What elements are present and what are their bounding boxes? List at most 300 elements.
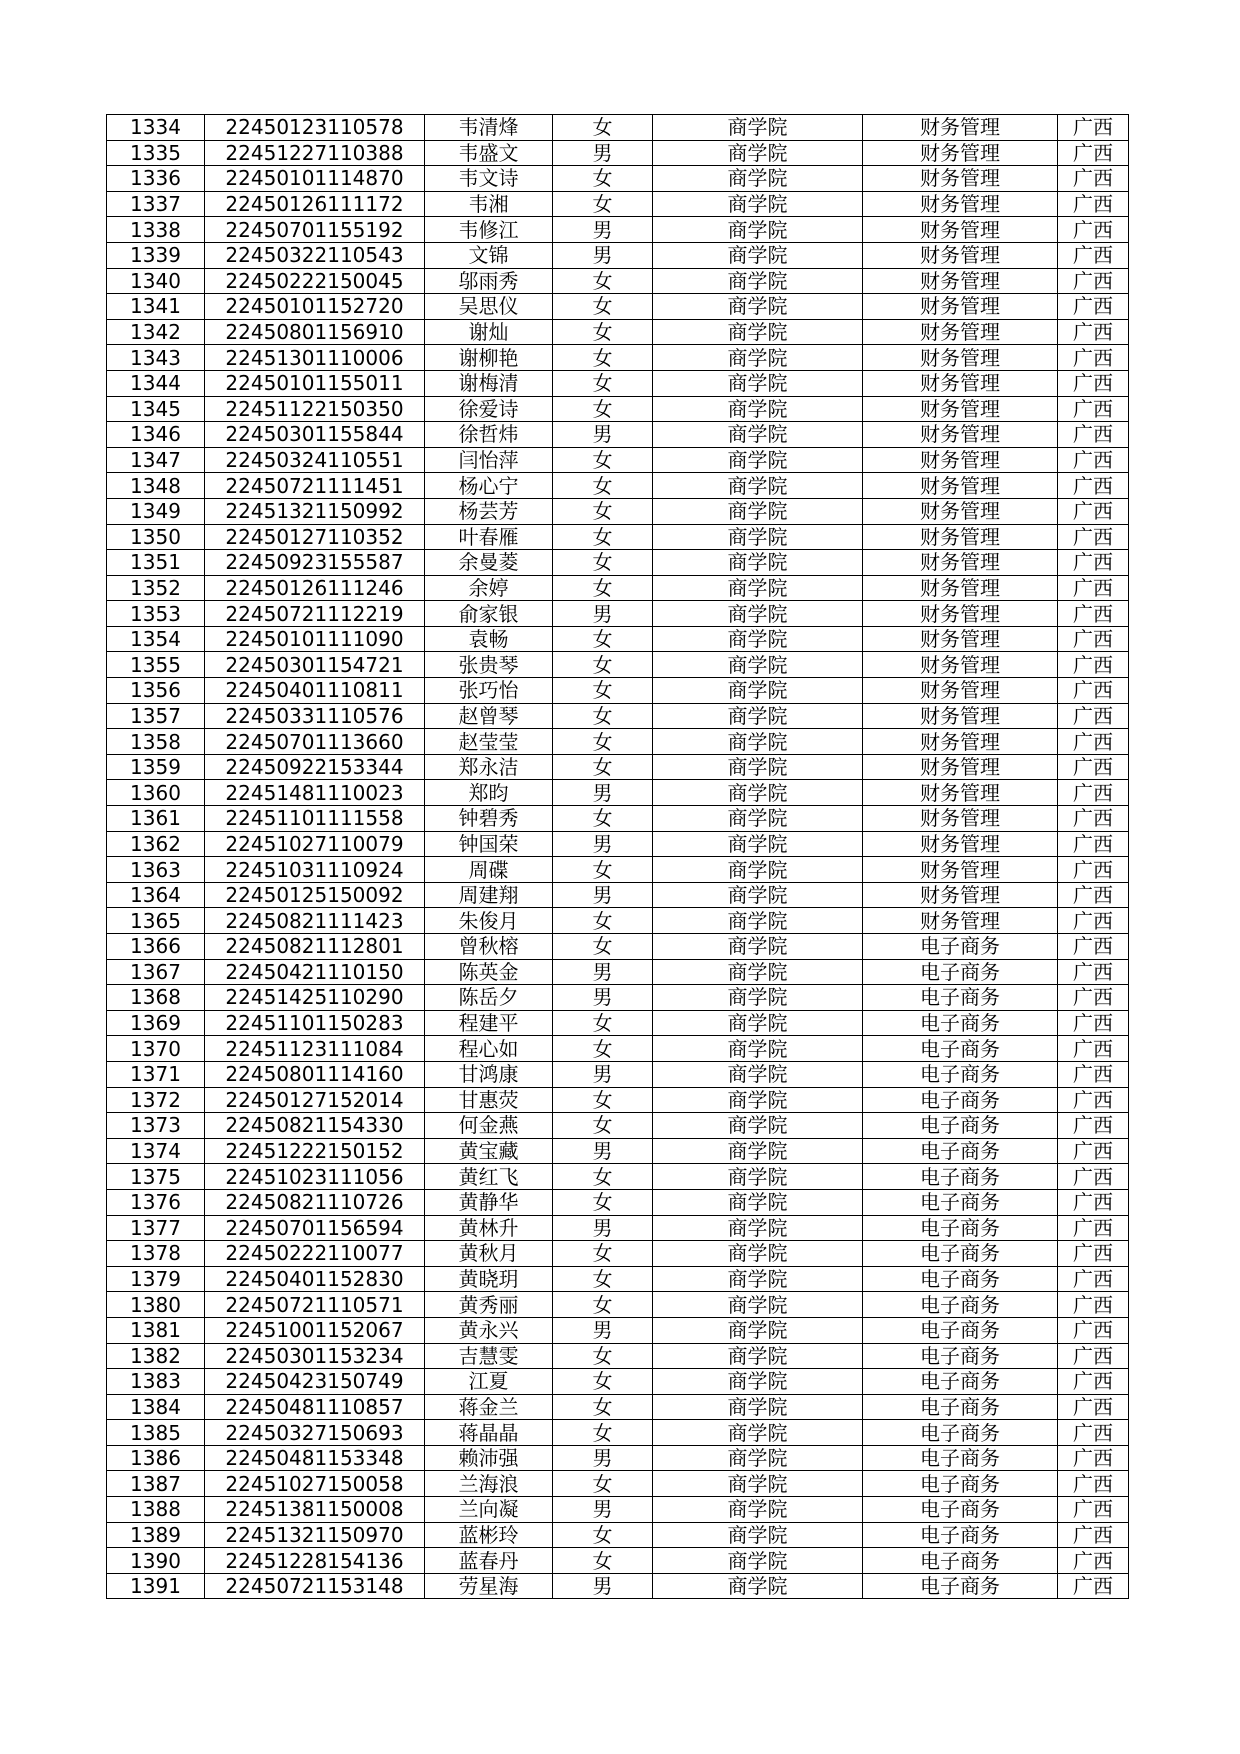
gender-cell: 女 bbox=[553, 575, 653, 601]
student-id-cell: 22450701156594 bbox=[205, 1215, 425, 1241]
seq-cell: 1363 bbox=[107, 857, 205, 883]
gender-cell: 女 bbox=[553, 652, 653, 678]
student-id-cell: 22451321150970 bbox=[205, 1522, 425, 1548]
major-cell: 财务管理 bbox=[863, 396, 1058, 422]
major-cell: 财务管理 bbox=[863, 882, 1058, 908]
name-cell: 朱俊月 bbox=[425, 908, 553, 934]
student-id-cell: 22451027150058 bbox=[205, 1471, 425, 1497]
college-cell: 商学院 bbox=[653, 857, 863, 883]
province-cell: 广西 bbox=[1058, 1317, 1129, 1343]
major-cell: 财务管理 bbox=[863, 422, 1058, 448]
student-id-cell: 22450123110578 bbox=[205, 115, 425, 141]
major-cell: 财务管理 bbox=[863, 166, 1058, 192]
student-id-cell: 22451101111558 bbox=[205, 806, 425, 832]
college-cell: 商学院 bbox=[653, 1292, 863, 1318]
gender-cell: 女 bbox=[553, 447, 653, 473]
seq-cell: 1386 bbox=[107, 1445, 205, 1471]
province-cell: 广西 bbox=[1058, 1189, 1129, 1215]
gender-cell: 男 bbox=[553, 1215, 653, 1241]
seq-cell: 1359 bbox=[107, 754, 205, 780]
college-cell: 商学院 bbox=[653, 1573, 863, 1599]
province-cell: 广西 bbox=[1058, 1369, 1129, 1395]
major-cell: 电子商务 bbox=[863, 1266, 1058, 1292]
gender-cell: 男 bbox=[553, 985, 653, 1011]
seq-cell: 1353 bbox=[107, 601, 205, 627]
table-row bbox=[107, 1266, 1129, 1292]
college-cell: 商学院 bbox=[653, 626, 863, 652]
seq-cell: 1389 bbox=[107, 1522, 205, 1548]
name-cell: 余婷 bbox=[425, 575, 553, 601]
name-cell: 文锦 bbox=[425, 242, 553, 268]
province-cell: 广西 bbox=[1058, 652, 1129, 678]
college-cell: 商学院 bbox=[653, 550, 863, 576]
province-cell: 广西 bbox=[1058, 294, 1129, 320]
table-row bbox=[107, 1394, 1129, 1420]
major-cell: 电子商务 bbox=[863, 1445, 1058, 1471]
college-cell: 商学院 bbox=[653, 1343, 863, 1369]
seq-cell: 1374 bbox=[107, 1138, 205, 1164]
student-id-cell: 22450801156910 bbox=[205, 319, 425, 345]
college-cell: 商学院 bbox=[653, 985, 863, 1011]
college-cell: 商学院 bbox=[653, 575, 863, 601]
table-row bbox=[107, 1215, 1129, 1241]
college-cell: 商学院 bbox=[653, 166, 863, 192]
gender-cell: 女 bbox=[553, 1164, 653, 1190]
major-cell: 财务管理 bbox=[863, 601, 1058, 627]
name-cell: 蒋晶晶 bbox=[425, 1420, 553, 1446]
table-row bbox=[107, 1497, 1129, 1523]
table-row bbox=[107, 191, 1129, 217]
name-cell: 郑昀 bbox=[425, 780, 553, 806]
major-cell: 财务管理 bbox=[863, 908, 1058, 934]
college-cell: 商学院 bbox=[653, 780, 863, 806]
name-cell: 劳星海 bbox=[425, 1573, 553, 1599]
seq-cell: 1382 bbox=[107, 1343, 205, 1369]
seq-cell: 1365 bbox=[107, 908, 205, 934]
name-cell: 赖沛强 bbox=[425, 1445, 553, 1471]
table-row bbox=[107, 345, 1129, 371]
student-id-cell: 22450721153148 bbox=[205, 1573, 425, 1599]
gender-cell: 女 bbox=[553, 754, 653, 780]
seq-cell: 1338 bbox=[107, 217, 205, 243]
college-cell: 商学院 bbox=[653, 831, 863, 857]
name-cell: 何金燕 bbox=[425, 1113, 553, 1139]
name-cell: 甘惠荧 bbox=[425, 1087, 553, 1113]
province-cell: 广西 bbox=[1058, 140, 1129, 166]
table-row bbox=[107, 1445, 1129, 1471]
seq-cell: 1369 bbox=[107, 1010, 205, 1036]
province-cell: 广西 bbox=[1058, 1420, 1129, 1446]
college-cell: 商学院 bbox=[653, 1113, 863, 1139]
name-cell: 吉慧雯 bbox=[425, 1343, 553, 1369]
name-cell: 曾秋榕 bbox=[425, 934, 553, 960]
table-row bbox=[107, 1241, 1129, 1267]
student-id-cell: 22450127110352 bbox=[205, 524, 425, 550]
major-cell: 电子商务 bbox=[863, 1061, 1058, 1087]
table-row bbox=[107, 601, 1129, 627]
name-cell: 黄林升 bbox=[425, 1215, 553, 1241]
seq-cell: 1366 bbox=[107, 934, 205, 960]
gender-cell: 女 bbox=[553, 319, 653, 345]
seq-cell: 1343 bbox=[107, 345, 205, 371]
seq-cell: 1360 bbox=[107, 780, 205, 806]
college-cell: 商学院 bbox=[653, 1138, 863, 1164]
table-row bbox=[107, 294, 1129, 320]
province-cell: 广西 bbox=[1058, 729, 1129, 755]
table-row bbox=[107, 115, 1129, 141]
province-cell: 广西 bbox=[1058, 780, 1129, 806]
student-id-cell: 22451101150283 bbox=[205, 1010, 425, 1036]
major-cell: 财务管理 bbox=[863, 268, 1058, 294]
gender-cell: 女 bbox=[553, 1394, 653, 1420]
seq-cell: 1350 bbox=[107, 524, 205, 550]
major-cell: 财务管理 bbox=[863, 242, 1058, 268]
gender-cell: 女 bbox=[553, 1548, 653, 1574]
gender-cell: 女 bbox=[553, 115, 653, 141]
province-cell: 广西 bbox=[1058, 396, 1129, 422]
college-cell: 商学院 bbox=[653, 1445, 863, 1471]
seq-cell: 1372 bbox=[107, 1087, 205, 1113]
college-cell: 商学院 bbox=[653, 882, 863, 908]
province-cell: 广西 bbox=[1058, 1138, 1129, 1164]
gender-cell: 男 bbox=[553, 831, 653, 857]
major-cell: 电子商务 bbox=[863, 1087, 1058, 1113]
college-cell: 商学院 bbox=[653, 1010, 863, 1036]
major-cell: 电子商务 bbox=[863, 1189, 1058, 1215]
table-row bbox=[107, 857, 1129, 883]
table-row bbox=[107, 678, 1129, 704]
college-cell: 商学院 bbox=[653, 1266, 863, 1292]
gender-cell: 女 bbox=[553, 1036, 653, 1062]
table-row bbox=[107, 1573, 1129, 1599]
name-cell: 黄晓玥 bbox=[425, 1266, 553, 1292]
name-cell: 俞家银 bbox=[425, 601, 553, 627]
seq-cell: 1351 bbox=[107, 550, 205, 576]
student-roster-table bbox=[106, 114, 1129, 1599]
province-cell: 广西 bbox=[1058, 242, 1129, 268]
name-cell: 韦清烽 bbox=[425, 115, 553, 141]
table-row bbox=[107, 242, 1129, 268]
gender-cell: 男 bbox=[553, 140, 653, 166]
major-cell: 财务管理 bbox=[863, 524, 1058, 550]
major-cell: 电子商务 bbox=[863, 1471, 1058, 1497]
college-cell: 商学院 bbox=[653, 1164, 863, 1190]
name-cell: 周碟 bbox=[425, 857, 553, 883]
major-cell: 电子商务 bbox=[863, 1343, 1058, 1369]
province-cell: 广西 bbox=[1058, 473, 1129, 499]
seq-cell: 1381 bbox=[107, 1317, 205, 1343]
name-cell: 杨芸芳 bbox=[425, 498, 553, 524]
seq-cell: 1341 bbox=[107, 294, 205, 320]
seq-cell: 1342 bbox=[107, 319, 205, 345]
table-row bbox=[107, 1113, 1129, 1139]
province-cell: 广西 bbox=[1058, 575, 1129, 601]
gender-cell: 男 bbox=[553, 422, 653, 448]
seq-cell: 1388 bbox=[107, 1497, 205, 1523]
student-id-cell: 22450421110150 bbox=[205, 959, 425, 985]
province-cell: 广西 bbox=[1058, 754, 1129, 780]
student-id-cell: 22450101155011 bbox=[205, 370, 425, 396]
college-cell: 商学院 bbox=[653, 1241, 863, 1267]
college-cell: 商学院 bbox=[653, 1548, 863, 1574]
student-id-cell: 22450126111172 bbox=[205, 191, 425, 217]
college-cell: 商学院 bbox=[653, 1061, 863, 1087]
seq-cell: 1384 bbox=[107, 1394, 205, 1420]
name-cell: 兰向凝 bbox=[425, 1497, 553, 1523]
table-row bbox=[107, 166, 1129, 192]
gender-cell: 女 bbox=[553, 550, 653, 576]
gender-cell: 女 bbox=[553, 1420, 653, 1446]
gender-cell: 女 bbox=[553, 1241, 653, 1267]
gender-cell: 男 bbox=[553, 882, 653, 908]
college-cell: 商学院 bbox=[653, 652, 863, 678]
college-cell: 商学院 bbox=[653, 140, 863, 166]
province-cell: 广西 bbox=[1058, 1266, 1129, 1292]
table-row bbox=[107, 1292, 1129, 1318]
name-cell: 陈英金 bbox=[425, 959, 553, 985]
student-id-cell: 22450821112801 bbox=[205, 934, 425, 960]
province-cell: 广西 bbox=[1058, 806, 1129, 832]
table-row bbox=[107, 831, 1129, 857]
table-row bbox=[107, 319, 1129, 345]
major-cell: 电子商务 bbox=[863, 1548, 1058, 1574]
seq-cell: 1346 bbox=[107, 422, 205, 448]
name-cell: 叶春雁 bbox=[425, 524, 553, 550]
seq-cell: 1375 bbox=[107, 1164, 205, 1190]
province-cell: 广西 bbox=[1058, 268, 1129, 294]
college-cell: 商学院 bbox=[653, 396, 863, 422]
table-row bbox=[107, 217, 1129, 243]
name-cell: 程心如 bbox=[425, 1036, 553, 1062]
seq-cell: 1340 bbox=[107, 268, 205, 294]
student-id-cell: 22450721110571 bbox=[205, 1292, 425, 1318]
name-cell: 韦修江 bbox=[425, 217, 553, 243]
gender-cell: 女 bbox=[553, 1292, 653, 1318]
major-cell: 财务管理 bbox=[863, 140, 1058, 166]
province-cell: 广西 bbox=[1058, 1548, 1129, 1574]
college-cell: 商学院 bbox=[653, 1036, 863, 1062]
college-cell: 商学院 bbox=[653, 959, 863, 985]
student-id-cell: 22451001152067 bbox=[205, 1317, 425, 1343]
province-cell: 广西 bbox=[1058, 422, 1129, 448]
province-cell: 广西 bbox=[1058, 908, 1129, 934]
table-row bbox=[107, 652, 1129, 678]
table-row bbox=[107, 934, 1129, 960]
gender-cell: 女 bbox=[553, 370, 653, 396]
student-id-cell: 22450721111451 bbox=[205, 473, 425, 499]
table-row bbox=[107, 370, 1129, 396]
student-id-cell: 22450101111090 bbox=[205, 626, 425, 652]
seq-cell: 1355 bbox=[107, 652, 205, 678]
student-id-cell: 22450821111423 bbox=[205, 908, 425, 934]
seq-cell: 1380 bbox=[107, 1292, 205, 1318]
province-cell: 广西 bbox=[1058, 703, 1129, 729]
province-cell: 广西 bbox=[1058, 831, 1129, 857]
gender-cell: 男 bbox=[553, 780, 653, 806]
province-cell: 广西 bbox=[1058, 1215, 1129, 1241]
gender-cell: 男 bbox=[553, 217, 653, 243]
college-cell: 商学院 bbox=[653, 934, 863, 960]
gender-cell: 男 bbox=[553, 1317, 653, 1343]
name-cell: 韦盛文 bbox=[425, 140, 553, 166]
name-cell: 周建翔 bbox=[425, 882, 553, 908]
major-cell: 财务管理 bbox=[863, 294, 1058, 320]
seq-cell: 1364 bbox=[107, 882, 205, 908]
college-cell: 商学院 bbox=[653, 1369, 863, 1395]
gender-cell: 女 bbox=[553, 191, 653, 217]
student-id-cell: 22450401110811 bbox=[205, 678, 425, 704]
student-id-cell: 22450821154330 bbox=[205, 1113, 425, 1139]
table-row bbox=[107, 1010, 1129, 1036]
name-cell: 钟国荣 bbox=[425, 831, 553, 857]
seq-cell: 1344 bbox=[107, 370, 205, 396]
name-cell: 谢灿 bbox=[425, 319, 553, 345]
major-cell: 财务管理 bbox=[863, 831, 1058, 857]
major-cell: 电子商务 bbox=[863, 959, 1058, 985]
gender-cell: 男 bbox=[553, 1061, 653, 1087]
gender-cell: 女 bbox=[553, 268, 653, 294]
student-id-cell: 22450301153234 bbox=[205, 1343, 425, 1369]
college-cell: 商学院 bbox=[653, 473, 863, 499]
student-id-cell: 22451122150350 bbox=[205, 396, 425, 422]
province-cell: 广西 bbox=[1058, 345, 1129, 371]
student-id-cell: 22450301155844 bbox=[205, 422, 425, 448]
student-id-cell: 22451031110924 bbox=[205, 857, 425, 883]
major-cell: 财务管理 bbox=[863, 754, 1058, 780]
college-cell: 商学院 bbox=[653, 370, 863, 396]
province-cell: 广西 bbox=[1058, 217, 1129, 243]
college-cell: 商学院 bbox=[653, 115, 863, 141]
province-cell: 广西 bbox=[1058, 959, 1129, 985]
college-cell: 商学院 bbox=[653, 678, 863, 704]
college-cell: 商学院 bbox=[653, 217, 863, 243]
major-cell: 财务管理 bbox=[863, 345, 1058, 371]
province-cell: 广西 bbox=[1058, 447, 1129, 473]
province-cell: 广西 bbox=[1058, 1036, 1129, 1062]
province-cell: 广西 bbox=[1058, 1522, 1129, 1548]
gender-cell: 女 bbox=[553, 626, 653, 652]
gender-cell: 男 bbox=[553, 1445, 653, 1471]
major-cell: 财务管理 bbox=[863, 806, 1058, 832]
gender-cell: 男 bbox=[553, 242, 653, 268]
major-cell: 电子商务 bbox=[863, 1036, 1058, 1062]
college-cell: 商学院 bbox=[653, 601, 863, 627]
seq-cell: 1361 bbox=[107, 806, 205, 832]
student-id-cell: 22451481110023 bbox=[205, 780, 425, 806]
major-cell: 财务管理 bbox=[863, 498, 1058, 524]
name-cell: 陈岳夕 bbox=[425, 985, 553, 1011]
major-cell: 财务管理 bbox=[863, 857, 1058, 883]
province-cell: 广西 bbox=[1058, 550, 1129, 576]
seq-cell: 1352 bbox=[107, 575, 205, 601]
major-cell: 电子商务 bbox=[863, 1522, 1058, 1548]
name-cell: 兰海浪 bbox=[425, 1471, 553, 1497]
seq-cell: 1348 bbox=[107, 473, 205, 499]
college-cell: 商学院 bbox=[653, 294, 863, 320]
seq-cell: 1390 bbox=[107, 1548, 205, 1574]
college-cell: 商学院 bbox=[653, 524, 863, 550]
province-cell: 广西 bbox=[1058, 934, 1129, 960]
name-cell: 韦湘 bbox=[425, 191, 553, 217]
table-row bbox=[107, 882, 1129, 908]
major-cell: 电子商务 bbox=[863, 934, 1058, 960]
name-cell: 黄永兴 bbox=[425, 1317, 553, 1343]
table-row bbox=[107, 422, 1129, 448]
province-cell: 广西 bbox=[1058, 1394, 1129, 1420]
student-id-cell: 22450125150092 bbox=[205, 882, 425, 908]
name-cell: 程建平 bbox=[425, 1010, 553, 1036]
gender-cell: 男 bbox=[553, 1138, 653, 1164]
table-row bbox=[107, 703, 1129, 729]
major-cell: 财务管理 bbox=[863, 703, 1058, 729]
province-cell: 广西 bbox=[1058, 524, 1129, 550]
major-cell: 财务管理 bbox=[863, 191, 1058, 217]
seq-cell: 1335 bbox=[107, 140, 205, 166]
student-id-cell: 22450923155587 bbox=[205, 550, 425, 576]
province-cell: 广西 bbox=[1058, 678, 1129, 704]
name-cell: 张巧怡 bbox=[425, 678, 553, 704]
gender-cell: 女 bbox=[553, 1471, 653, 1497]
province-cell: 广西 bbox=[1058, 882, 1129, 908]
table-row bbox=[107, 575, 1129, 601]
major-cell: 电子商务 bbox=[863, 1241, 1058, 1267]
seq-cell: 1345 bbox=[107, 396, 205, 422]
college-cell: 商学院 bbox=[653, 1420, 863, 1446]
seq-cell: 1370 bbox=[107, 1036, 205, 1062]
province-cell: 广西 bbox=[1058, 1164, 1129, 1190]
seq-cell: 1378 bbox=[107, 1241, 205, 1267]
major-cell: 电子商务 bbox=[863, 1292, 1058, 1318]
province-cell: 广西 bbox=[1058, 1445, 1129, 1471]
seq-cell: 1371 bbox=[107, 1061, 205, 1087]
table-row bbox=[107, 959, 1129, 985]
table-row bbox=[107, 1164, 1129, 1190]
student-id-cell: 22451227110388 bbox=[205, 140, 425, 166]
student-id-cell: 22450301154721 bbox=[205, 652, 425, 678]
seq-cell: 1362 bbox=[107, 831, 205, 857]
seq-cell: 1391 bbox=[107, 1573, 205, 1599]
table-row bbox=[107, 1189, 1129, 1215]
college-cell: 商学院 bbox=[653, 1215, 863, 1241]
name-cell: 甘鸿康 bbox=[425, 1061, 553, 1087]
college-cell: 商学院 bbox=[653, 729, 863, 755]
college-cell: 商学院 bbox=[653, 242, 863, 268]
student-id-cell: 22451381150008 bbox=[205, 1497, 425, 1523]
student-id-cell: 22450331110576 bbox=[205, 703, 425, 729]
seq-cell: 1356 bbox=[107, 678, 205, 704]
major-cell: 电子商务 bbox=[863, 1497, 1058, 1523]
college-cell: 商学院 bbox=[653, 1394, 863, 1420]
province-cell: 广西 bbox=[1058, 370, 1129, 396]
gender-cell: 女 bbox=[553, 166, 653, 192]
seq-cell: 1337 bbox=[107, 191, 205, 217]
name-cell: 谢梅清 bbox=[425, 370, 553, 396]
name-cell: 蓝春丹 bbox=[425, 1548, 553, 1574]
major-cell: 财务管理 bbox=[863, 115, 1058, 141]
province-cell: 广西 bbox=[1058, 115, 1129, 141]
seq-cell: 1354 bbox=[107, 626, 205, 652]
student-id-cell: 22450222150045 bbox=[205, 268, 425, 294]
gender-cell: 女 bbox=[553, 908, 653, 934]
name-cell: 黄红飞 bbox=[425, 1164, 553, 1190]
student-id-cell: 22451301110006 bbox=[205, 345, 425, 371]
seq-cell: 1383 bbox=[107, 1369, 205, 1395]
province-cell: 广西 bbox=[1058, 626, 1129, 652]
name-cell: 黄静华 bbox=[425, 1189, 553, 1215]
student-id-cell: 22450101152720 bbox=[205, 294, 425, 320]
student-id-cell: 22451321150992 bbox=[205, 498, 425, 524]
seq-cell: 1376 bbox=[107, 1189, 205, 1215]
